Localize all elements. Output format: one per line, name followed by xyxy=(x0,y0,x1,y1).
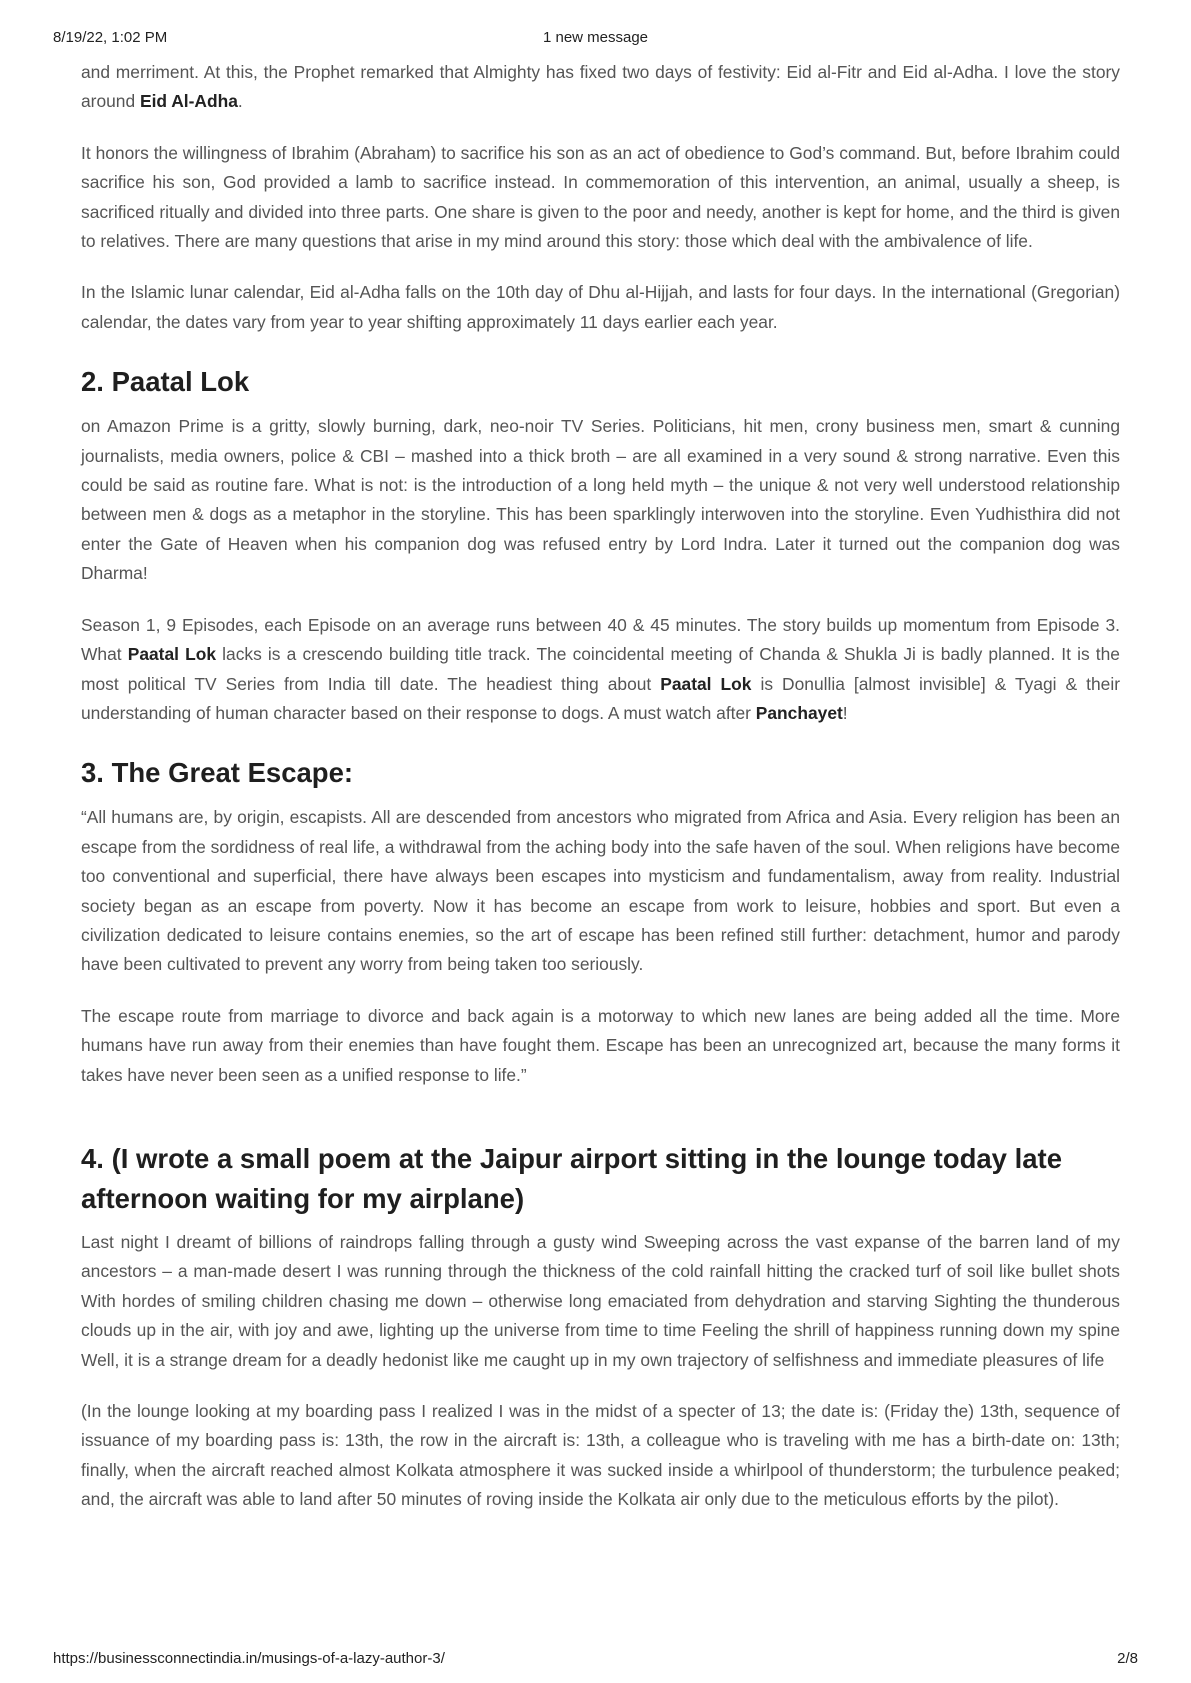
print-header xyxy=(53,29,1138,49)
article-body xyxy=(81,58,1120,1515)
paatal-text-a: Season 1, 9 Episodes, each Episode on an average runs between 40 & 45 minutes. The story builds up momentum from Episode 3. What xyxy=(81,614,1120,665)
calendar-paragraph: In the Islamic lunar calendar, Eid al-Adha falls on the 10th day of Dhu al-Hijjah, and lasts for four days. In the international (Gregorian) calendar, the dates vary from year to year shifting approximately 11 days earlier each year. xyxy=(81,282,1120,332)
panchayet-emphasis: Panchayet xyxy=(755,702,843,723)
paatal-lok-emphasis: Paatal Lok xyxy=(127,644,217,665)
paatal-text-g: ! xyxy=(842,702,848,723)
print-page-number: 2/8 xyxy=(1117,1650,1138,1667)
print-footer xyxy=(53,1650,1138,1670)
intro-end: . xyxy=(237,91,243,112)
section-heading-great-escape: 3. The Great Escape: xyxy=(81,757,354,789)
intro-paragraph xyxy=(81,58,1120,117)
great-escape-paragraph-2: The escape route from marriage to divorce and back again is a motorway to which new lanes are being added all the time. More humans have run away from their enemies than have fought them. Escape has been an unrecognized art, because the many forms it takes have never been seen as a unified response to life.” xyxy=(81,1005,1120,1085)
paatal-lok-paragraph-1: on Amazon Prime is a gritty, slowly burning, dark, neo-noir TV Series. Politicians, hit men, crony business men, smart & cunning journalists, media owners, police & CBI – mashed into a thick broth – are all examined in a very sound & strong narrative. Even this could be said as routine fare. What is not: is the introduction of a long held myth – the unique & not very well understood relationship between men & dogs as a metaphor in the storyline. This has been sparklingly interwoven into the storyline. Even Yudhisthira did not enter the Gate of Heaven when his companion dog was refused entry by Lord Indra. Later it turned out the companion dog was Dharma! xyxy=(81,416,1120,584)
paatal-text-c: lacks is a crescendo building title track. The coincidental meeting of Chanda & Shukla Ji is badly planned. It is the most political TV Series from India till date. The headiest thing about xyxy=(81,644,1120,694)
print-datetime: 8/19/22, 1:02 PM xyxy=(53,29,168,46)
lounge-paragraph: (In the lounge looking at my boarding pass I realized I was in the midst of a specter of 13; the date is: (Friday the) 13th, sequence of issuance of my boarding pass is: 13th, the row in the aircraft is: 13th, a colleague who is traveling with me has a birth-date on: 13th; finally, when the aircraft reached almost Kolkata atmosphere it was sucked inside a whirlpool of thunderstorm; the turbulence peaked; and, the aircraft was able to land after 50 minutes of roving inside the Kolkata air only due to the meticulous efforts by the pilot). xyxy=(81,1401,1120,1510)
section-heading-paatal-lok: 2. Paatal Lok xyxy=(81,366,250,398)
section-heading-poem: 4. (I wrote a small poem at the Jaipur airport sitting in the lounge today late afternoon waiting for my airplane) xyxy=(81,1142,1062,1214)
paatal-lok-emphasis: Paatal Lok xyxy=(660,673,752,694)
paatal-text-e: is Donullia [almost invisible] & Tyagi & their understanding of human character based on their response to dogs. A must watch after xyxy=(81,673,1120,723)
intro-text: and merriment. At this, the Prophet remarked that Almighty has fixed two days of festivity: Eid al-Fitr and Eid al-Adha. I love the story around xyxy=(81,62,1120,112)
honors-paragraph: It honors the willingness of Ibrahim (Abraham) to sacrifice his son as an act of obedience to God’s command. But, before Ibrahim could sacrifice his son, God provided a lamb to sacrifice instead. In commemoration of this intervention, an animal, usually a sheep, is sacrificed ritually and divided into three parts. One share is given to the poor and needy, another is kept for home, and the third is given to relatives. There are many questions that arise in my mind around this story: those which deal with the ambivalence of life. xyxy=(81,142,1120,252)
print-page-title: 1 new message xyxy=(542,29,649,46)
great-escape-paragraph-1: “All humans are, by origin, escapists. All are descended from ancestors who migrated from Africa and Asia. Every religion has been an escape from the sordidness of real life, a withdrawal from the aching body into the safe haven of the soul. When religions have become too conventional and superficial, there have always been escapes into mysticism and fundamentalism, away from reality. Industrial society began as an escape from poverty. Now it has become an escape from work to leisure, hobbies and sport. But even a civilization dedicated to leisure contains enemies, so the art of escape has been refined still further: detachment, humor and parody have been cultivated to prevent any worry from being taken too seriously. xyxy=(81,807,1120,975)
poem-paragraph: Last night I dreamt of billions of raindrops falling through a gusty wind Sweeping across the vast expanse of the barren land of my ancestors – a man-made desert I was running through the thickness of the cold rainfall hitting the cracked turf of soil like bullet shots With hordes of smiling children chasing me down – otherwise long emaciated from dehydration and starving Sighting the thunderous clouds up in the air, with joy and awe, lighting up the universe from time to time Feeling the shrill of happiness running down my spine Well, it is a strange dream for a deadly hedonist like me caught up in my own trajectory of selfishness and immediate pleasures of life xyxy=(81,1231,1120,1370)
print-url: https://businessconnectindia.in/musings-of-a-lazy-author-3/ xyxy=(53,1650,445,1667)
paatal-lok-paragraph-2 xyxy=(81,611,1120,729)
eid-al-adha-emphasis: Eid Al-Adha xyxy=(139,91,238,112)
